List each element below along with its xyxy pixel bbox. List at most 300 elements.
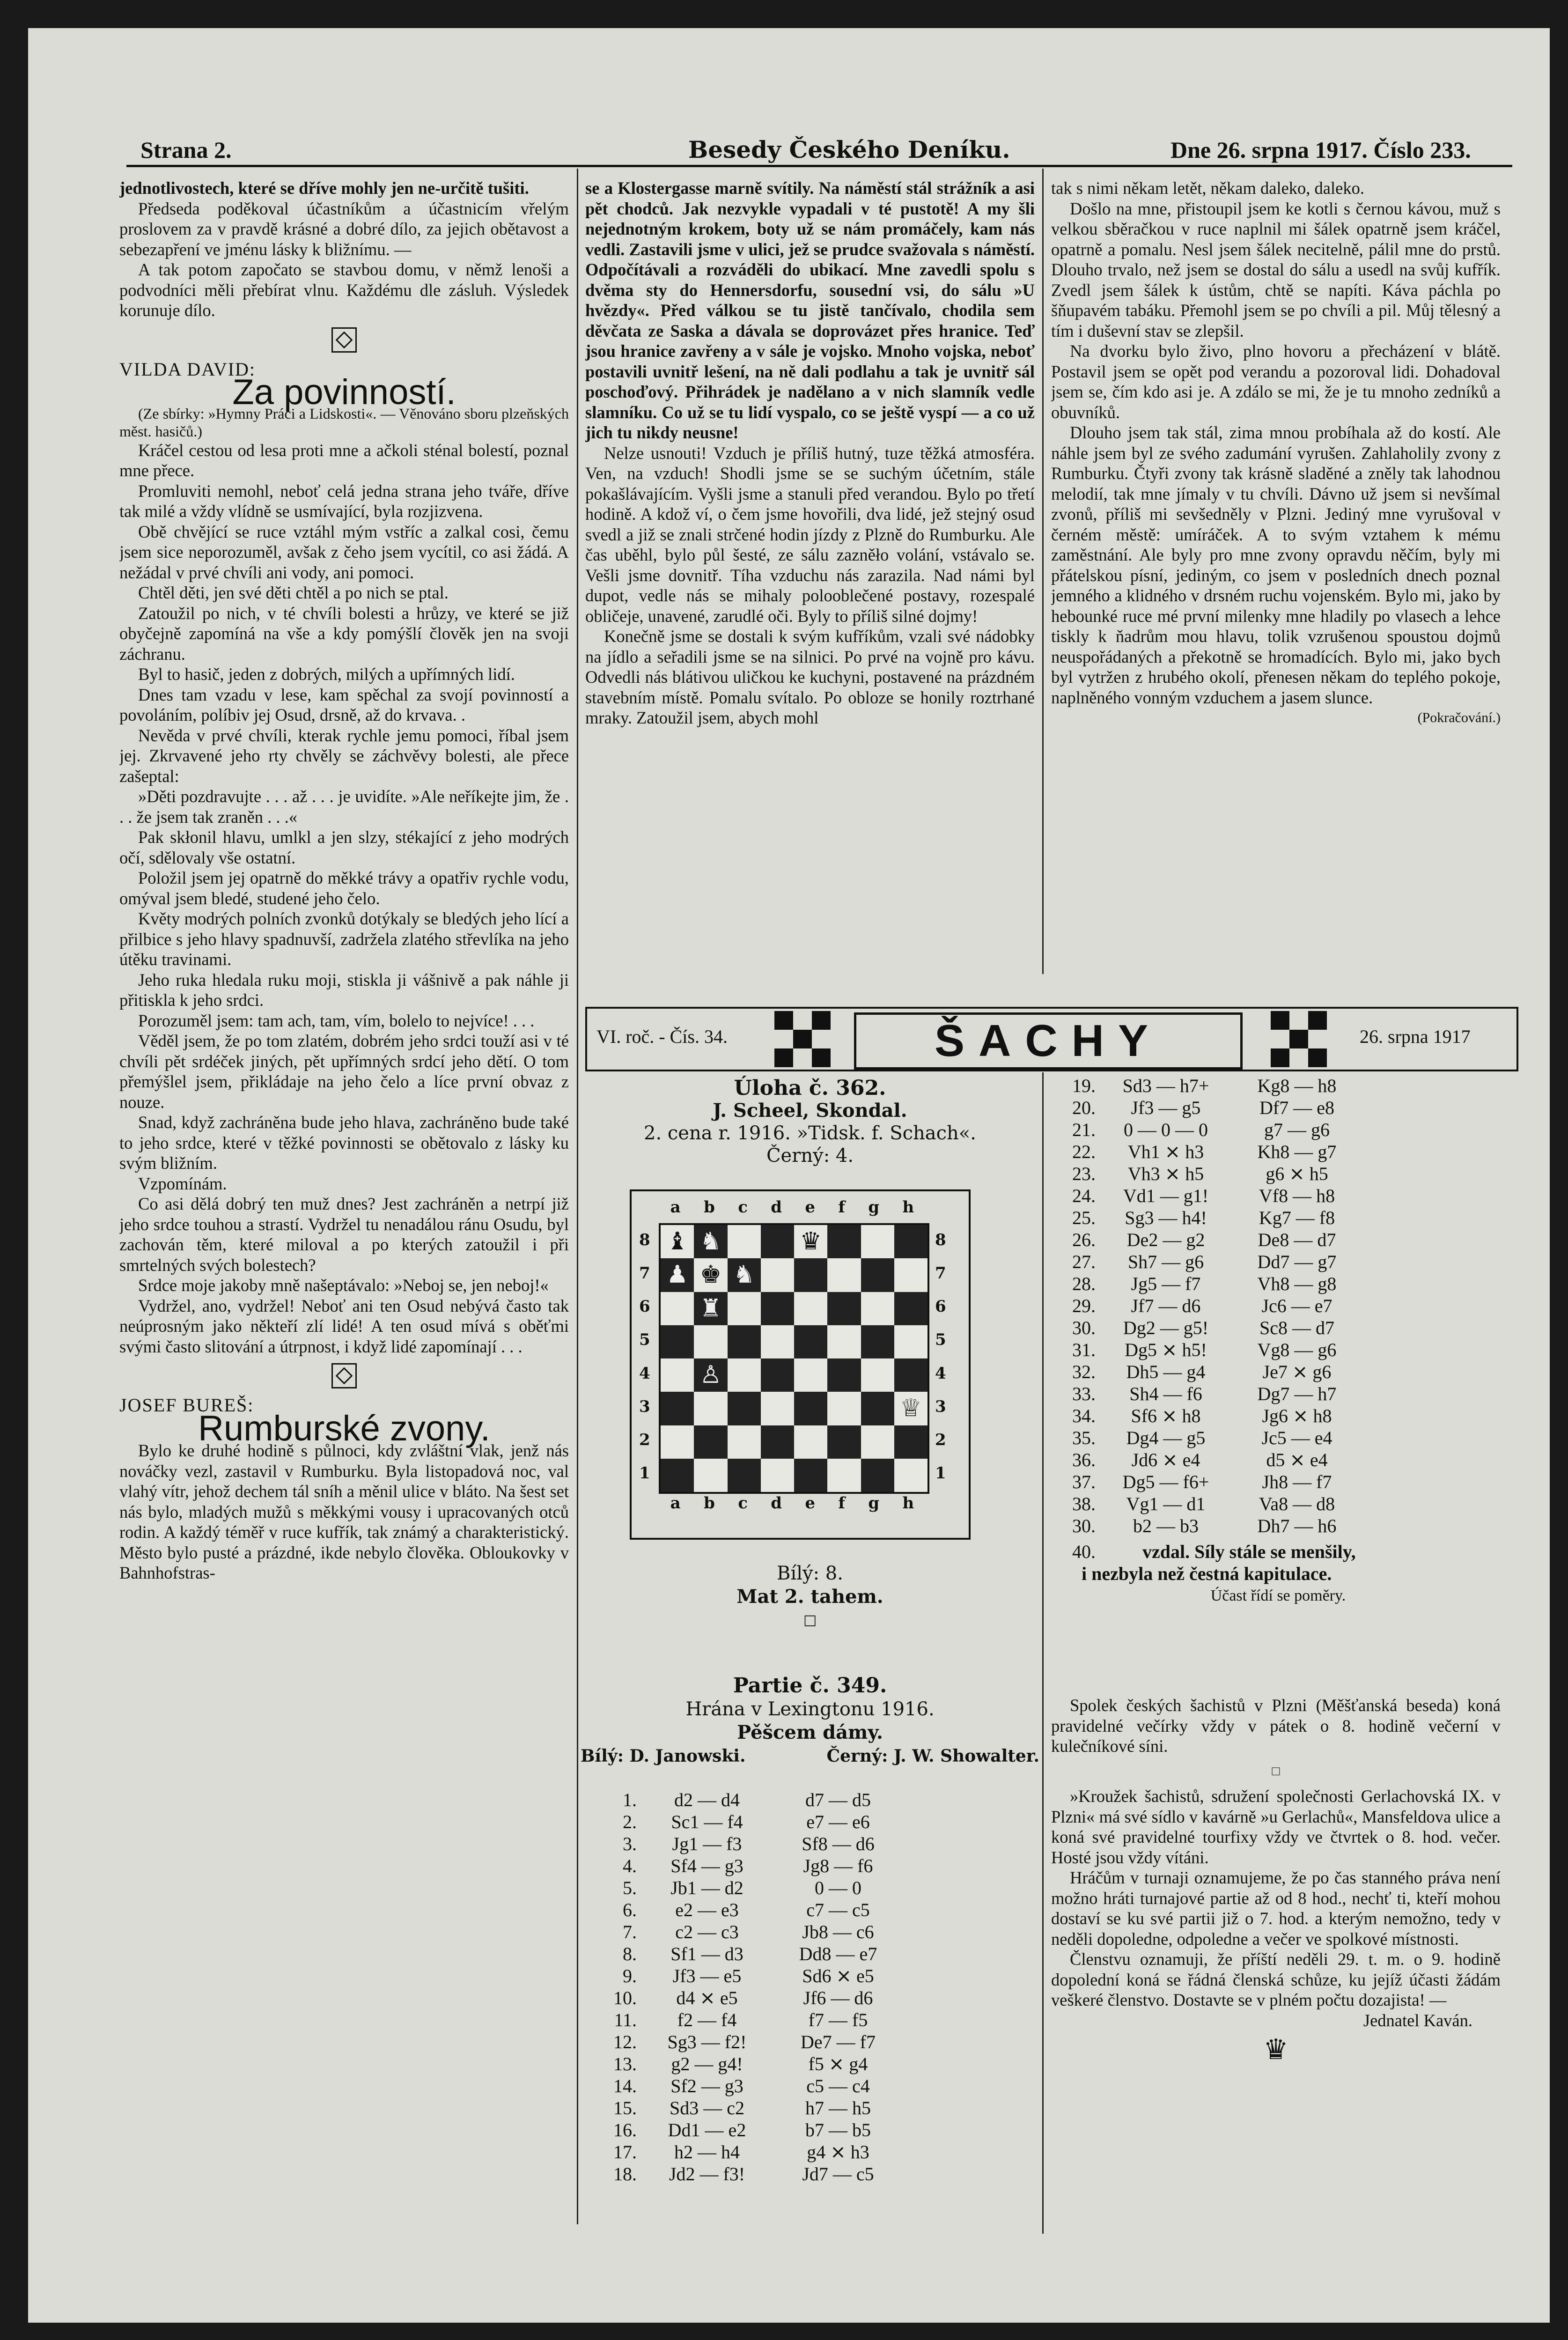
move-row <box>595 1833 899 1855</box>
white-move: Dg4 — g5 <box>1126 1427 1206 1448</box>
black-move: f7 — f5 <box>808 2009 868 2030</box>
move-row <box>1053 1405 1358 1427</box>
rank-labels-left <box>639 1223 650 1490</box>
paragraph: Zatoužil po nich, v té chvíli bolesti a hrůzy, ve které se již obyčejně zapomíná na vše a kdy pomýšlí člověk jen na svoji záchranu. <box>119 603 569 664</box>
final-note: i nezbyla než čestná kapitulace. <box>1082 1563 1332 1584</box>
board-square <box>861 1459 894 1492</box>
move-row <box>595 2053 899 2075</box>
move-row <box>1053 1185 1358 1207</box>
rank-label: 2 <box>639 1431 650 1450</box>
paragraph: Snad, když zachráněna bude jeho hlava, zachráněno bude také to jeho srdce, které v těžké povinnosti se obětovalo z lásky ku svým bližním. <box>119 1113 569 1173</box>
board-square <box>661 1292 694 1325</box>
game-result <box>1053 1541 1503 1607</box>
board-square <box>861 1325 894 1358</box>
move-number: 6. <box>623 1899 637 1920</box>
crown-ornament-icon: ♛ <box>1263 2034 1288 2065</box>
board-square <box>661 1225 694 1258</box>
black-move: Jf6 — d6 <box>803 1987 873 2008</box>
white-move: 0 — 0 — 0 <box>1124 1119 1208 1140</box>
column-separator <box>577 1007 578 2224</box>
move-row <box>1053 1515 1358 1537</box>
white-move: g2 — g4! <box>671 2053 743 2074</box>
move-row <box>595 1943 899 1965</box>
problem-task: Mat 2. tahem. <box>736 1586 883 1608</box>
paragraph: Květy modrých polních zvonků dotýkaly se bledých jeho lící a přilbice s jeho hlavy spadnuvší, zadržela zlatého střevlíka na jeho útěku travinami. <box>119 909 569 969</box>
paragraph: se a Klostergasse marně svítily. Na náměstí stál strážník a asi pět chodců. Jak nezvykle vypadali v té pustotě! A my šli nejednotným krokem, boty už se nám promáčely, kam nás vedli. Zastavili jsme v ulici, jež se prudce svažovala s náměstí. Odpočítávali a rozváděli do ubikací. Mne zavedli spolu s dvěma sty do Hennersdorfu, sousední vsi, do sálu »U hvězdy«. Před válkou se tu jistě tančívalo, chodila sem děvčata ze Saska a dávala se doprovázet přes hranice. Teď jsou hranice zavřeny a v sále je vojsko. Mnoho vojska, neboť postavili uvnitř lešení, na ně dali podlahu a tak je uvnitř sál poschoďový. Přihrádek je nadělano a v nich slamník vedle slamníku. Co už se tu lidí vyspalo, co se ještě vyspí — a co už jich tu nikdy neusne! <box>585 178 1035 442</box>
move-row <box>595 2141 899 2163</box>
move-number: 2. <box>623 1811 637 1832</box>
black-move: Kg7 — f8 <box>1259 1207 1335 1228</box>
white-move: Sc1 — f4 <box>671 1811 743 1832</box>
separator-square-icon: □ <box>1272 1764 1280 1779</box>
white-move: Dg5 — f6+ <box>1122 1471 1209 1492</box>
move-number: 12. <box>613 2031 637 2052</box>
column-separator <box>1042 169 1044 974</box>
chess-piece: ♛ <box>800 1227 822 1255</box>
black-move: De8 — d7 <box>1258 1229 1336 1250</box>
board-square <box>694 1292 727 1325</box>
move-number: 21. <box>1072 1119 1096 1140</box>
move-row <box>1053 1449 1358 1471</box>
paragraph: Došlo na mne, přistoupil jsem ke kotli s černou kávou, muž s velkou sběračkou v ruce naplnil mi šálek opatrně jsem kráčel, opatrně a pomalu. Nesl jsem šálek necitelně, pálil mne do prstů. Dlouho trvalo, než jsem se dostal do sálu a usedl na svůj kufřík. Zvedl jsem šálek k ústům, chtě se napíti. Káva páchla po šňupavém tabáku. Přemohl jsem se po chvíli a pil. Můj tělesný a tím i duševní stav se zlepšil. <box>1051 199 1501 340</box>
board-square <box>694 1425 727 1459</box>
board-square <box>661 1325 694 1358</box>
black-move: Sf8 — d6 <box>802 1833 875 1854</box>
chess-section-title: ŠACHY <box>854 1012 1243 1070</box>
chess-board <box>630 1189 981 1555</box>
paragraph: Dnes tam vzadu v lese, kam spěchal za svojí povinností a povoláním, políbiv jej Osud, drsně, až do krvava. . <box>119 685 569 724</box>
paragraph: Dlouho jsem tak stál, zima mnou probíhala až do kostí. Ale náhle jsem byl ze svého zadumání vyrušen. Zahlaholily zvony z Rumburku. Čtyři zvony tak krásně sladěné a zněly tak lahodnou melodií, tak mne jímaly v tu chvíli. Dávno už jsem si nevšímal zvonů, příliš mi sevšedněly v Plzni. Jediný mne vyrušoval v černém městě: umíráček. A to svým vztahem k mému zaměstnání. Ale byly pro mne zvony opravdu něčím, byly mi přátelskou písní, jediným, co jsem v posledních dnech poznal jemného a klidného v drsném ruchu vojenském. Bylo mi, jako by hebounké ruce mé první milenky mne hladily po vlasech a lehce tiskly k ňadrům mou hlavu, tolik vzrušenou spoustou dojmů neuspořádaných a překotně se hromadících. Bylo mi, jako bych byl vytržen z hrubého okolí, přenesen někam do teplého pokoje, naplněného vonným vzduchem a jasem slunce. <box>1051 423 1501 707</box>
paragraph: Věděl jsem, že po tom zlatém, dobrém jeho srdci touží asi v té chvíli pět srdéček jiných, pět upřímných srdcí jeho dětí. O tom přemýšlel jsem, přikládaje na jeho čelo a líce první obvaz z nouze. <box>119 1031 569 1112</box>
move-number: 16. <box>613 2119 637 2141</box>
rank-label: 7 <box>935 1263 946 1283</box>
board-square <box>661 1358 694 1392</box>
rank-label: 5 <box>935 1330 946 1350</box>
move-number: 28. <box>1072 1273 1096 1294</box>
white-move: h2 — h4 <box>674 2141 740 2163</box>
paragraph: Vzpomínám. <box>138 1174 227 1193</box>
move-row <box>1053 1097 1358 1119</box>
board-square <box>894 1258 928 1292</box>
paragraph: Vydržel, ano, vydržel! Neboť ani ten Osud nebývá často tak neúprosným jako někteří zlí lidé! A ten osud mívá s oběťmi svými často slitování a útrpnost, i když lidé zapomínají . . . <box>119 1296 569 1356</box>
rank-label: 1 <box>935 1464 946 1483</box>
chess-piece: ♞ <box>699 1227 722 1255</box>
board-square <box>894 1325 928 1358</box>
move-number: 31. <box>1072 1339 1096 1360</box>
problem-source: 2. cena r. 1916. »Tidsk. f. Schach«. <box>644 1122 976 1144</box>
board-square <box>728 1258 761 1292</box>
move-row <box>1053 1207 1358 1229</box>
board-square <box>894 1425 928 1459</box>
file-label: a <box>670 1494 681 1513</box>
board-square <box>827 1325 861 1358</box>
black-move: Jd7 — c5 <box>802 2163 874 2185</box>
white-move: Dg2 — g5! <box>1123 1317 1209 1338</box>
white-move: Jf7 — d6 <box>1131 1295 1201 1316</box>
paragraph: »Děti pozdravujte . . . až . . . je uvidíte. »Ale neříkejte jim, že . . . že jsem tak zraněn . . .« <box>119 787 569 827</box>
checker-ornament-icon <box>1271 1011 1327 1067</box>
board-square <box>894 1225 928 1258</box>
white-move: De2 — g2 <box>1126 1229 1205 1250</box>
move-row <box>595 1987 899 2009</box>
white-move: c2 — c3 <box>675 1921 739 1942</box>
paragraph: Konečně jsme se dostali k svým kufříkům, vzali své nádobky na jídlo a seřadili jsme se na silnici. Po prvé na vojně pro kávu. Odvedli nás blátivou uličkou ke kuchyni, postavené na prázdném stavebním místě. Pomalu svítalo. Po obloze se honily roztrhané mraky. Zatoužil jsem, abych mohl <box>585 627 1035 727</box>
white-move: Jg5 — f7 <box>1131 1273 1201 1294</box>
move-row <box>1053 1273 1358 1295</box>
move-number: 8. <box>623 1943 637 1964</box>
board-square <box>794 1459 827 1492</box>
paragraph: Porozuměl jsem: tam ach, tam, vím, bolelo to nejvíce! . . . <box>138 1011 535 1030</box>
board-square <box>694 1392 727 1425</box>
move-number: 1. <box>623 1789 637 1810</box>
file-label: g <box>868 1494 880 1513</box>
paragraph: jednotlivostech, které se dříve mohly jen ne-určitě tušiti. <box>119 178 529 198</box>
black-player: Černý: J. W. Showalter. <box>826 1746 1039 1766</box>
move-row <box>1053 1251 1358 1273</box>
column-separator <box>1042 1072 1044 2234</box>
white-move: Jb1 — d2 <box>670 1877 744 1898</box>
black-move: Vh8 — g8 <box>1257 1273 1337 1294</box>
board-square <box>728 1225 761 1258</box>
black-move: d5 ⨯ e4 <box>1266 1449 1328 1470</box>
move-number: 9. <box>623 1965 637 1986</box>
black-move: Vf8 — h8 <box>1259 1185 1335 1206</box>
white-move: d4 ⨯ e5 <box>676 1987 738 2008</box>
move-number: 30. <box>1072 1515 1096 1536</box>
white-move: d2 — d4 <box>674 1789 740 1810</box>
move-row <box>595 1855 899 1877</box>
paragraph: Položil jsem jej opatrně do měkké trávy a opatřiv rychle vodu, omýval jsem bledé, studené jeho čelo. <box>119 868 569 908</box>
dedication: (Ze sbírky: »Hymny Práci a Lidskosti«. — Věnováno sboru plzeňských měst. hasičů.) <box>119 405 569 440</box>
rank-label: 3 <box>935 1397 946 1416</box>
column-3 <box>1051 178 1501 993</box>
move-number: 30. <box>1072 1317 1096 1338</box>
moves-list-right <box>1053 1075 1358 1537</box>
board-square <box>794 1258 827 1292</box>
move-row <box>1053 1427 1358 1449</box>
white-move: Sg3 — f2! <box>667 2031 747 2052</box>
rank-label: 4 <box>639 1364 650 1383</box>
white-move: Dh5 — g4 <box>1126 1361 1206 1382</box>
black-move: Dh7 — h6 <box>1257 1515 1337 1536</box>
move-row <box>1053 1119 1358 1141</box>
chess-notices <box>1051 1695 1501 2234</box>
black-move: Df7 — e8 <box>1259 1097 1334 1118</box>
board-square <box>861 1392 894 1425</box>
issue-date: Dne 26. srpna 1917. Číslo 233. <box>1170 137 1471 163</box>
file-label: e <box>805 1494 816 1513</box>
black-move: Jc5 — e4 <box>1261 1427 1332 1448</box>
board-square <box>894 1459 928 1492</box>
board-square <box>894 1358 928 1392</box>
paragraph: Pak skłonil hlavu, umlkl a jen slzy, stékající z jeho modrých očí, sdělovaly vše ostatní. <box>119 827 569 867</box>
chess-piece: ♟ <box>666 1261 688 1289</box>
white-move: Jf3 — e5 <box>672 1965 742 1986</box>
checker-ornament-icon <box>774 1011 831 1067</box>
board-square <box>694 1258 727 1292</box>
white-move: Dg5 ⨯ h5! <box>1125 1339 1207 1360</box>
move-number: 11. <box>614 2009 637 2030</box>
black-move: Kg8 — h8 <box>1257 1075 1337 1096</box>
paragraph: Promluviti nemohl, neboť celá jedna strana jeho tváře, dříve tak milé a vždy vlídně se usmívající, byla rozjizvena. <box>119 481 569 521</box>
board-square <box>827 1392 861 1425</box>
move-number: 40. <box>1072 1541 1096 1562</box>
file-label: f <box>838 1198 846 1217</box>
notice: »Kroužek šachistů, sdružení společnosti Gerlachovská IX. v Plzni« má své sídlo v kavárně »u Gerlachů«, Mansfeldova ulice a koná své pravidelné tourfixy vždy ve čtvrtek o 8. hod. večer. Hosté jsou vždy vítáni. <box>1051 1786 1501 1867</box>
board-square <box>728 1459 761 1492</box>
move-number: 23. <box>1072 1163 1096 1184</box>
board-square <box>761 1392 794 1425</box>
file-label: g <box>868 1198 880 1217</box>
paragraph: tak s nimi někam letět, někam daleko, daleko. <box>1051 178 1364 198</box>
paragraph: Chtěl děti, jen své děti chtěl a po nich se ptal. <box>138 583 449 602</box>
move-number: 24. <box>1072 1185 1096 1206</box>
rank-label: 8 <box>935 1230 946 1249</box>
game-players <box>581 1744 1039 1768</box>
board-square <box>761 1258 794 1292</box>
chess-piece: ♕ <box>900 1394 922 1423</box>
file-label: f <box>838 1494 846 1513</box>
white-move: Sf1 — d3 <box>670 1943 744 1964</box>
board-square <box>728 1392 761 1425</box>
move-number: 33. <box>1072 1383 1096 1404</box>
move-row <box>1053 1471 1358 1493</box>
board-square <box>794 1425 827 1459</box>
file-label: b <box>704 1494 715 1513</box>
board-square <box>861 1425 894 1459</box>
board-square <box>694 1459 727 1492</box>
header-rule <box>126 165 1512 167</box>
move-number: 19. <box>1072 1075 1096 1096</box>
white-move: Vd1 — g1! <box>1123 1185 1209 1206</box>
move-row <box>1053 1075 1358 1097</box>
paragraph: Obě chvějící se ruce vztáhl mým vstříc a zalkal cosi, čemu jsem sice neporozuměl, avšak z čeho jsem vycítil, co asi žádá. A nežádal v prvé chvíli ani vody, ani pomoci. <box>119 522 569 582</box>
move-row <box>1053 1317 1358 1339</box>
white-move: Sd3 — c2 <box>670 2097 744 2119</box>
file-label: h <box>902 1198 914 1217</box>
white-move: e2 — e3 <box>675 1899 739 1920</box>
rank-label: 3 <box>639 1397 650 1416</box>
notice: Spolek českých šachistů v Plzni (Měšťanská beseda) koná pravidelné večírky vždy v pátek o 8. hodině večerní v kulečníkové síni. <box>1051 1696 1501 1756</box>
white-move: Sf6 ⨯ h8 <box>1131 1405 1201 1426</box>
board-square <box>827 1459 861 1492</box>
board-square <box>661 1258 694 1292</box>
paragraph: Jeho ruka hledala ruku moji, stiskla ji vášnivě a pak náhle ji přitiskla k jeho srdci. <box>119 970 569 1010</box>
chess-piece: ♞ <box>733 1261 755 1289</box>
board-squares <box>659 1223 929 1494</box>
board-square <box>827 1292 861 1325</box>
move-number: 17. <box>613 2141 637 2163</box>
board-square <box>761 1292 794 1325</box>
move-number: 18. <box>613 2163 637 2185</box>
move-number: 7. <box>623 1921 637 1942</box>
white-move: f2 — f4 <box>677 2009 737 2030</box>
move-row <box>595 2075 899 2097</box>
notice: Členstvu oznamuji, že příští neděli 29. t. m. o 9. hodině dopolední koná se řádná členská schůze, ku jejíž účasti žádám veškeré členstvo. Dostavte se v plném počtu dozajista! — <box>1051 1949 1501 2009</box>
rank-label: 1 <box>639 1464 650 1483</box>
column-1 <box>119 178 569 2238</box>
board-square <box>694 1225 727 1258</box>
move-number: 38. <box>1072 1493 1096 1514</box>
board-square <box>761 1459 794 1492</box>
black-move: Je7 ⨯ g6 <box>1262 1361 1332 1382</box>
continuation-note: (Pokračování.) <box>1417 710 1501 725</box>
file-label: e <box>805 1198 816 1217</box>
board-square <box>827 1358 861 1392</box>
paragraph: Nevěda v prvé chvíli, kterak rychle jemu pomoci, říbal jsem jej. Zkrvavené jeho rty chvěly se záchvěvy bolesti, ale přece zašeptal: <box>119 725 569 786</box>
move-number: 3. <box>623 1833 637 1854</box>
black-move: Va8 — d8 <box>1259 1493 1335 1514</box>
move-number: 37. <box>1072 1471 1096 1492</box>
black-move: g7 — g6 <box>1264 1119 1330 1140</box>
chess-piece: ♜ <box>699 1294 722 1322</box>
black-move: Jb8 — c6 <box>802 1921 874 1942</box>
white-move: Vh3 ⨯ h5 <box>1127 1163 1204 1184</box>
black-move: Sc8 — d7 <box>1259 1317 1334 1338</box>
paragraph: Srdce moje jakoby mně našeptávalo: »Neboj se, jen neboj!« <box>138 1276 549 1295</box>
board-square <box>761 1358 794 1392</box>
move-row <box>1053 1339 1358 1361</box>
rank-label: 2 <box>935 1431 946 1450</box>
white-move: Sf2 — g3 <box>670 2075 744 2096</box>
paragraph: Co asi dělá dobrý ten muž dnes? Jest zachráněn a netrpí již jeho srdce touhou a strastí. Vydržel tu nenadálou ránu Osudu, byl zachován těm, které miloval a po kterých zatoužil i při smrtelných svých bolestech? <box>119 1194 569 1275</box>
board-square <box>761 1425 794 1459</box>
board-square <box>661 1425 694 1459</box>
black-move: g4 ⨯ h3 <box>807 2141 869 2163</box>
board-square <box>861 1225 894 1258</box>
white-player: Bílý: D. Janowski. <box>581 1746 746 1766</box>
rank-labels-right <box>935 1223 946 1490</box>
board-square <box>694 1325 727 1358</box>
game-opening: Pěšcem dámy. <box>737 1721 883 1743</box>
black-move: Dg7 — h7 <box>1257 1383 1337 1404</box>
rank-label: 4 <box>935 1364 946 1383</box>
move-row <box>595 1811 899 1833</box>
board-square <box>694 1358 727 1392</box>
move-number: 14. <box>613 2075 637 2096</box>
white-move: Sd3 — h7+ <box>1122 1075 1209 1096</box>
column-separator <box>577 169 578 1007</box>
move-row <box>595 1789 899 1811</box>
board-square <box>794 1325 827 1358</box>
white-move: Vg1 — d1 <box>1126 1493 1206 1514</box>
board-square <box>827 1225 861 1258</box>
column-2 <box>585 178 1035 993</box>
paragraph: Nelze usnouti! Vzduch je příliš hutný, tuze těžká atmosféra. Ven, na vzduch! Shodli jsme se se suchým účetním, stále pokašlávajícím. Vyšli jsme a stanuli před verandou. Bylo po třetí hodině. A kdož ví, o čem jsme hovořili, dva lidé, jež stejný osud svedl a již se znali strčené hodin jízdy z Plzně do Rumburku. Ale čas uběhl, bylo půl šesté, ze sálu zazněło volání, vstávalo se. Vešli jsme dovnitř. Tíha vzduchu nás zarazila. Nad námi byl dupot, vedle nás se mihaly polooblečené postavy, rozespalé obličeje, unavené, zarudlé oči. Byly to příliš silné dojmy! <box>585 443 1035 626</box>
file-label: h <box>902 1494 914 1513</box>
move-row <box>1053 1163 1358 1185</box>
move-number: 10. <box>613 1987 637 2008</box>
section-ornament-icon <box>331 327 357 353</box>
chess-problem-footer <box>585 1562 1035 1632</box>
board-square <box>728 1325 761 1358</box>
board-square <box>728 1292 761 1325</box>
board-square <box>794 1358 827 1392</box>
paragraph: Předseda poděkoval účastníkům a účastnicím vřelým proslovem za v pravdě krásné a dobré dílo, za jejich obětavost a sebezapření ve jménu lásky k bližnímu. — <box>119 199 569 259</box>
move-row <box>1053 1229 1358 1251</box>
page-number: Strana 2. <box>140 137 232 163</box>
board-square <box>894 1392 928 1425</box>
move-number: 29. <box>1072 1295 1096 1316</box>
board-square <box>827 1425 861 1459</box>
move-row <box>1053 1295 1358 1317</box>
black-move: Sd6 ⨯ e5 <box>802 1965 874 1986</box>
move-row <box>1053 1493 1358 1515</box>
white-piece-count: Bílý: 8. <box>777 1563 843 1584</box>
chess-piece: ♝ <box>666 1227 688 1255</box>
black-move: Jc6 — e7 <box>1261 1295 1332 1316</box>
board-square <box>794 1225 827 1258</box>
final-note-2: Účast řídí se poměry. <box>1210 1587 1346 1604</box>
file-labels-top <box>659 1198 926 1217</box>
separator-square-icon: □ <box>803 1612 817 1628</box>
move-number: 32. <box>1072 1361 1096 1382</box>
black-move: Dd7 — g7 <box>1257 1251 1337 1272</box>
white-move: Jd2 — f3! <box>669 2163 745 2185</box>
black-move: f5 ⨯ g4 <box>808 2053 868 2074</box>
move-number: 4. <box>623 1855 637 1876</box>
rank-label: 6 <box>639 1297 650 1316</box>
moves-list-left <box>595 1789 899 2185</box>
move-row <box>1053 1361 1358 1383</box>
move-row <box>595 1877 899 1899</box>
move-row <box>1053 1383 1358 1405</box>
move-number: 36. <box>1072 1449 1096 1470</box>
paragraph: Kráčel cestou od lesa proti mne a ačkoli sténal bolestí, poznal mne přece. <box>119 440 569 480</box>
move-number: 27. <box>1072 1251 1096 1272</box>
move-row <box>1053 1141 1358 1163</box>
black-move: Jh8 — f7 <box>1262 1471 1332 1492</box>
board-square <box>661 1392 694 1425</box>
chess-piece: ♙ <box>699 1361 722 1389</box>
file-label: c <box>738 1198 748 1217</box>
white-move: Sh4 — f6 <box>1129 1383 1202 1404</box>
notice: Hráčům v turnaji oznamujeme, že po čas stanného práva není možno hráti turnajové partie až od 8 hod., nechť ti, kteří mohou dostaví se ku své partii již o 7. hod. a kterým nemožno, tedy v neděli dopoledne, odpoledne a večer ve spolkové místnosti. <box>1051 1868 1501 1949</box>
move-number: 20. <box>1072 1097 1096 1118</box>
white-move: b2 — b3 <box>1133 1515 1199 1536</box>
black-move: Vg8 — g6 <box>1257 1339 1337 1360</box>
black-move: h7 — h5 <box>805 2097 871 2119</box>
signature: Jednatel Kaván. <box>1363 2010 1472 2030</box>
volume-number: VI. roč. - Čís. 34. <box>596 1026 728 1047</box>
move-number: 5. <box>623 1877 637 1898</box>
file-label: d <box>771 1198 782 1217</box>
game-title: Partie č. 349. <box>733 1674 887 1698</box>
black-move: c5 — c4 <box>806 2075 870 2096</box>
board-square <box>728 1425 761 1459</box>
chess-piece: ♚ <box>699 1261 722 1289</box>
white-move: Jg1 — f3 <box>672 1833 742 1854</box>
white-move: Dd1 — e2 <box>668 2119 746 2141</box>
problem-title: Úloha č. 362. <box>734 1076 886 1100</box>
problem-author: J. Scheel, Skondal. <box>713 1100 907 1122</box>
move-row <box>595 1899 899 1921</box>
chess-date: 26. srpna 1917 <box>1360 1026 1471 1047</box>
board-square <box>661 1459 694 1492</box>
move-row <box>595 2097 899 2119</box>
black-move: 0 — 0 <box>815 1877 861 1898</box>
board-square <box>728 1358 761 1392</box>
black-move: Jg8 — f6 <box>803 1855 873 1876</box>
paragraph: Na dvorku bylo živo, plno hovoru a přecházení v blátě. Postavil jsem se opět pod verandu a pozoroval lidi. Dohadoval jsem se, čím kdo asi je. A zdálo se mi, že je tu mnoho zedníků a obuvníků. <box>1051 341 1501 422</box>
white-move: Vh1 ⨯ h3 <box>1127 1141 1204 1162</box>
board-square <box>894 1292 928 1325</box>
white-move: Sh7 — g6 <box>1127 1251 1204 1272</box>
author-name: JOSEF BUREŠ: <box>119 1395 254 1416</box>
file-label: a <box>670 1198 681 1217</box>
black-piece-count: Černý: 4. <box>766 1145 854 1166</box>
move-number: 22. <box>1072 1141 1096 1162</box>
